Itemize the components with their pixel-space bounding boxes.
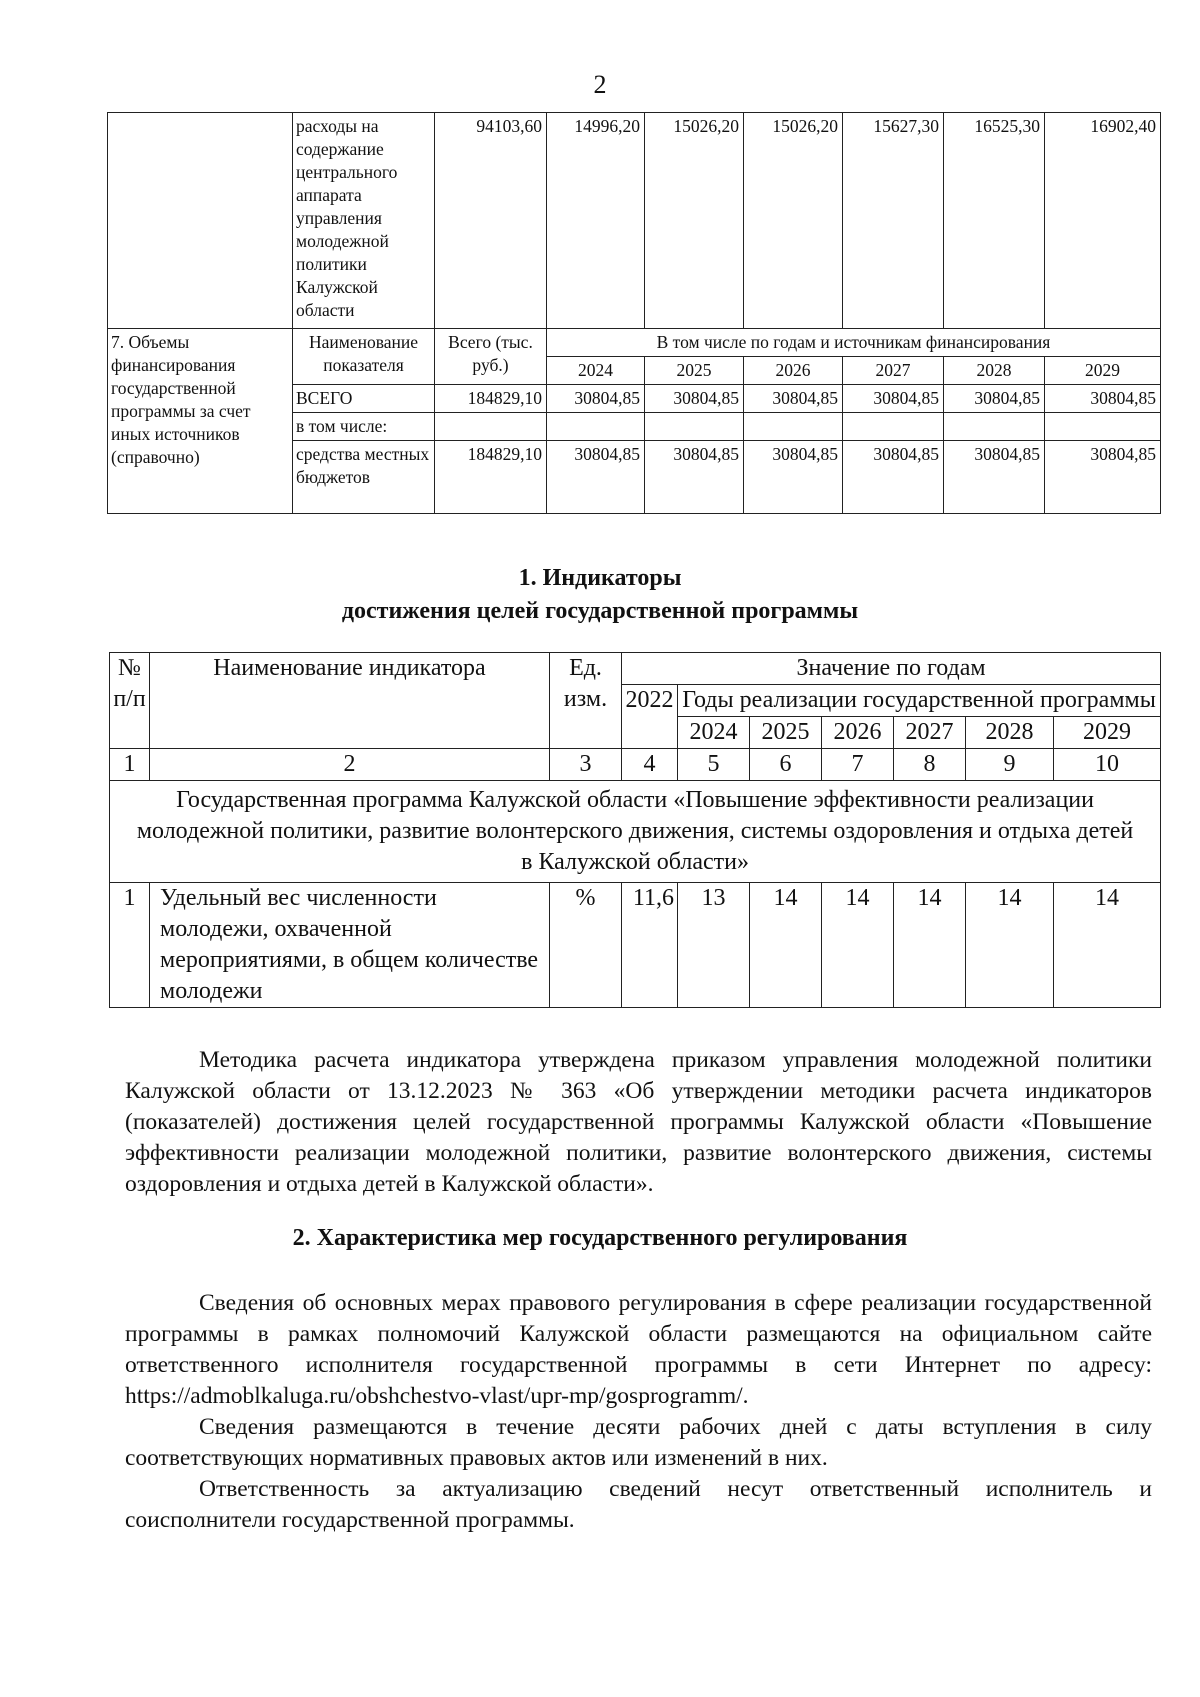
cell-2029: 30804,85 — [1045, 441, 1161, 514]
financing-header-row — [108, 329, 1161, 357]
expenses-2027: 15627,30 — [843, 113, 944, 329]
indicators-program-row — [110, 781, 1161, 883]
year-2028: 2028 — [966, 717, 1054, 749]
financing-row-expenses — [108, 113, 1161, 329]
row-value-2024: 13 — [678, 883, 750, 1008]
expenses-2029: 16902,40 — [1045, 113, 1161, 329]
column-number: 6 — [750, 749, 822, 781]
section2-paragraph-1: Сведения об основных мерах правового регулирования в сфере реализации государственной программы в рамках полномочий Калужской области размещаются на официальном сайте ответственного исполнителя государственной программы в сети Интернет по адресу: https://admoblkaluga.ru/obshchestvo-vlast/upr-mp/gosprogramm/. — [125, 1290, 1152, 1409]
cell-2026: 30804,85 — [744, 385, 843, 413]
expenses-2028: 16525,30 — [944, 113, 1045, 329]
financing-section-label: 7. Объемы финансирования государственной программы за счет иных источников (справочно) — [108, 329, 293, 514]
column-number: 3 — [550, 749, 622, 781]
year-2024: 2024 — [678, 717, 750, 749]
section2-paragraph-2: Сведения размещаются в течение десяти рабочих дней с даты вступления в силу соответствующих нормативных правовых актов или изменений в них. — [125, 1414, 1152, 1471]
header-total: Всего (тыс. руб.) — [435, 329, 547, 385]
section2-paragraph-3: Ответственность за актуализацию сведений несут ответственный исполнитель и соисполнители государственной программы. — [125, 1476, 1152, 1533]
year-2025: 2025 — [645, 357, 744, 385]
year-2029: 2029 — [1045, 357, 1161, 385]
cell-2025: 30804,85 — [645, 441, 744, 514]
cell-2025: 30804,85 — [645, 385, 744, 413]
financing-table — [107, 112, 1161, 514]
cell-2024: 30804,85 — [547, 441, 645, 514]
year-2027: 2027 — [843, 357, 944, 385]
cell-2028: 30804,85 — [944, 441, 1045, 514]
year-2024: 2024 — [547, 357, 645, 385]
row-label: ВСЕГО — [293, 385, 435, 413]
cell-empty — [744, 413, 843, 441]
methodology-paragraph: Методика расчета индикатора утверждена приказом управления молодежной политики Калужской области от 13.12.2023 № 363 «Об утверждении методики расчета индикаторов (показателей) достижения целей государственной программы Калужской области «Повышение эффективности реализации молодежной политики, развитие волонтерского движения, системы оздоровления и отдыха детей в Калужской области». — [125, 1047, 1152, 1197]
cell-empty — [1045, 413, 1161, 441]
column-number: 9 — [966, 749, 1054, 781]
column-number: 4 — [622, 749, 678, 781]
cell-2027: 30804,85 — [843, 441, 944, 514]
cell-empty — [435, 413, 547, 441]
program-title: Государственная программа Калужской области «Повышение эффективности реализации молодежной политики, развитие волонтерского движения, системы оздоровления и отдыха детей в Калужской области» — [110, 781, 1161, 883]
expenses-total: 94103,60 — [435, 113, 547, 329]
expenses-label: расходы на содержание центрального аппарата управления молодежной политики Калужской области — [293, 113, 435, 329]
row-value-2027: 14 — [894, 883, 966, 1008]
cell-2024: 30804,85 — [547, 385, 645, 413]
cell-total: 184829,10 — [435, 441, 547, 514]
row-label: средства местных бюджетов — [293, 441, 435, 514]
expenses-2025: 15026,20 — [645, 113, 744, 329]
row-value-2029: 14 — [1054, 883, 1161, 1008]
indicators-table — [109, 652, 1161, 1008]
header-indicator-name: Наименование показателя — [293, 329, 435, 385]
cell-2026: 30804,85 — [744, 441, 843, 514]
column-number: 2 — [150, 749, 550, 781]
row-unit: % — [550, 883, 622, 1008]
year-2025: 2025 — [750, 717, 822, 749]
row-indicator-name: Удельный вес численности молодежи, охваченной мероприятиями, в общем количестве молодежи — [150, 883, 550, 1008]
indicators-header-row — [110, 653, 1161, 685]
column-number: 5 — [678, 749, 750, 781]
header-values-by-year: Значение по годам — [622, 653, 1161, 685]
section1-title-line2: достижения целей государственной программы — [341, 598, 859, 624]
page-number: 2 — [593, 70, 607, 99]
column-number: 7 — [822, 749, 894, 781]
expenses-2026: 15026,20 — [744, 113, 843, 329]
cell-2029: 30804,85 — [1045, 385, 1161, 413]
header-implementation-years: Годы реализации государственной программы — [678, 685, 1161, 717]
header-unit: Ед. изм. — [550, 653, 622, 749]
cell-2027: 30804,85 — [843, 385, 944, 413]
cell-empty — [944, 413, 1045, 441]
cell-empty — [547, 413, 645, 441]
row-base-value: 11,6 — [622, 883, 678, 1008]
year-2028: 2028 — [944, 357, 1045, 385]
indicators-column-numbers-row — [110, 749, 1161, 781]
row-value-2025: 14 — [750, 883, 822, 1008]
section1-title-line1: 1. Индикаторы — [518, 565, 682, 591]
row-value-2028: 14 — [966, 883, 1054, 1008]
cell-total: 184829,10 — [435, 385, 547, 413]
row-no: 1 — [110, 883, 150, 1008]
header-no: № п/п — [110, 653, 150, 749]
column-number: 8 — [894, 749, 966, 781]
empty-cell — [108, 113, 293, 329]
column-number: 10 — [1054, 749, 1161, 781]
header-years-caption: В том числе по годам и источникам финансирования — [547, 329, 1161, 357]
row-value-2026: 14 — [822, 883, 894, 1008]
header-indicator-name: Наименование индикатора — [150, 653, 550, 749]
column-number: 1 — [110, 749, 150, 781]
row-label: в том числе: — [293, 413, 435, 441]
year-2026: 2026 — [744, 357, 843, 385]
header-base-year: 2022 — [622, 685, 678, 749]
year-2027: 2027 — [894, 717, 966, 749]
table-row — [110, 883, 1161, 1008]
year-2026: 2026 — [822, 717, 894, 749]
cell-empty — [645, 413, 744, 441]
year-2029: 2029 — [1054, 717, 1161, 749]
cell-empty — [843, 413, 944, 441]
expenses-2024: 14996,20 — [547, 113, 645, 329]
cell-2028: 30804,85 — [944, 385, 1045, 413]
section2-title: 2. Характеристика мер государственного регулирования — [292, 1225, 908, 1251]
